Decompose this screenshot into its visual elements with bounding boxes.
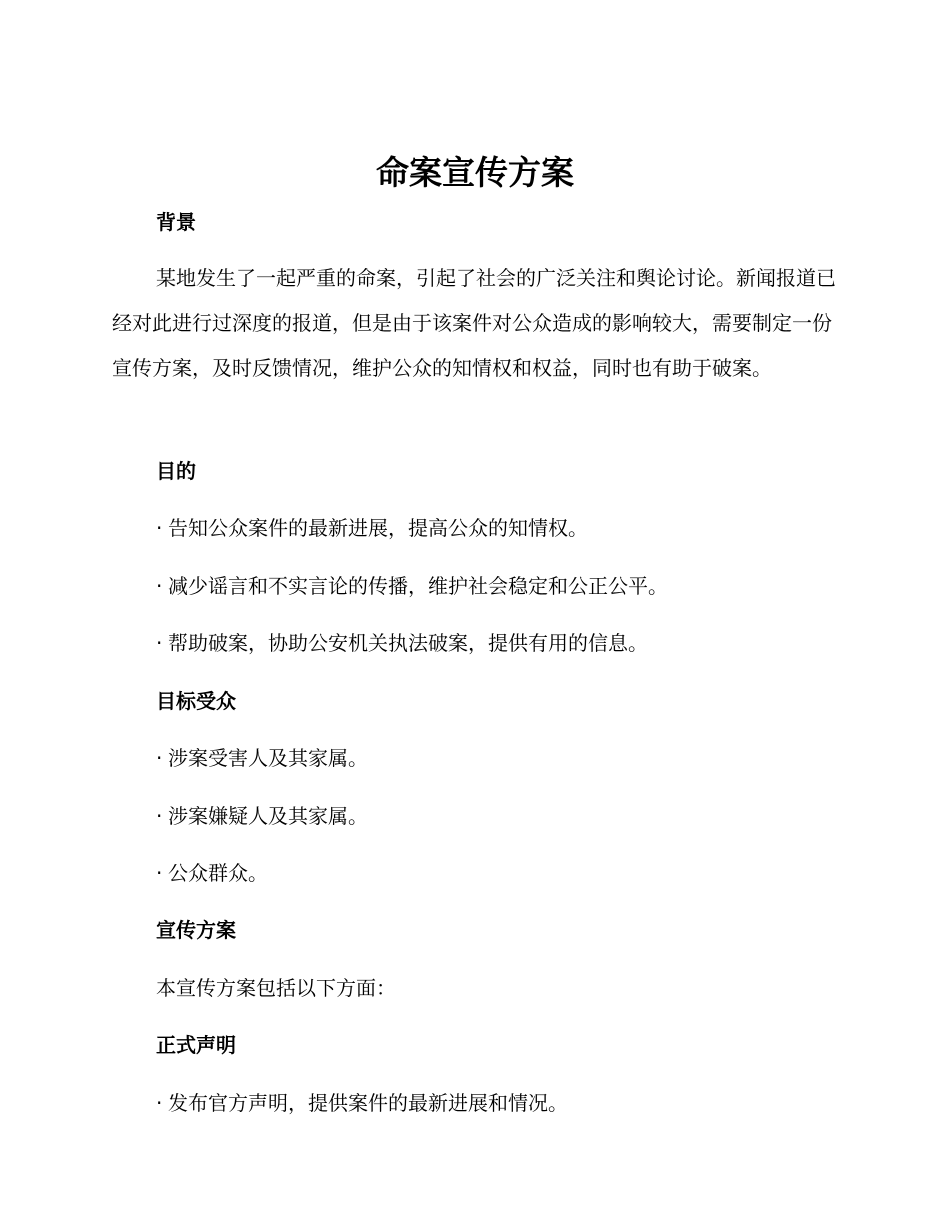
plan-intro: 本宣传方案包括以下方面： <box>156 976 396 1000</box>
bullet-marker: · <box>156 804 163 828</box>
purpose-item-text: 帮助破案，协助公安机关执法破案，提供有用的信息。 <box>168 631 648 655</box>
heading-purpose: 目的 <box>156 459 196 483</box>
bullet-marker: · <box>156 861 163 885</box>
bullet-marker: · <box>156 574 163 598</box>
purpose-item-text: 减少谣言和不实言论的传播，维护社会稳定和公正公平。 <box>168 574 668 598</box>
purpose-item <box>156 514 588 542</box>
bullet-marker: · <box>156 631 163 655</box>
bullet-marker: · <box>156 1091 163 1115</box>
heading-statement: 正式声明 <box>156 1033 236 1057</box>
purpose-item <box>156 572 668 600</box>
purpose-item-text: 告知公众案件的最新进展，提高公众的知情权。 <box>168 516 588 540</box>
purpose-item <box>156 629 648 657</box>
document-title: 命案宣传方案 <box>376 153 574 192</box>
background-paragraph: 某地发生了一起严重的命案，引起了社会的广泛关注和舆论讨论。新闻报道已经对此进行过深度的报道，但是由于该案件对公众造成的影响较大，需要制定一份宣传方案，及时反馈情况，维护公众的知情权和权益，同时也有助于破案。 <box>112 266 836 380</box>
statement-item-text: 发布官方声明，提供案件的最新进展和情况。 <box>168 1091 568 1115</box>
bullet-marker: · <box>156 516 163 540</box>
heading-background: 背景 <box>156 210 196 234</box>
audience-item <box>156 802 368 830</box>
audience-item <box>156 744 368 772</box>
audience-item-text: 涉案受害人及其家属。 <box>168 746 368 770</box>
audience-item <box>156 859 268 887</box>
audience-item-text: 公众群众。 <box>168 861 268 885</box>
audience-item-text: 涉案嫌疑人及其家属。 <box>168 804 368 828</box>
heading-audience: 目标受众 <box>156 689 236 713</box>
heading-plan: 宣传方案 <box>156 918 236 942</box>
statement-item <box>156 1089 568 1117</box>
bullet-marker: · <box>156 746 163 770</box>
